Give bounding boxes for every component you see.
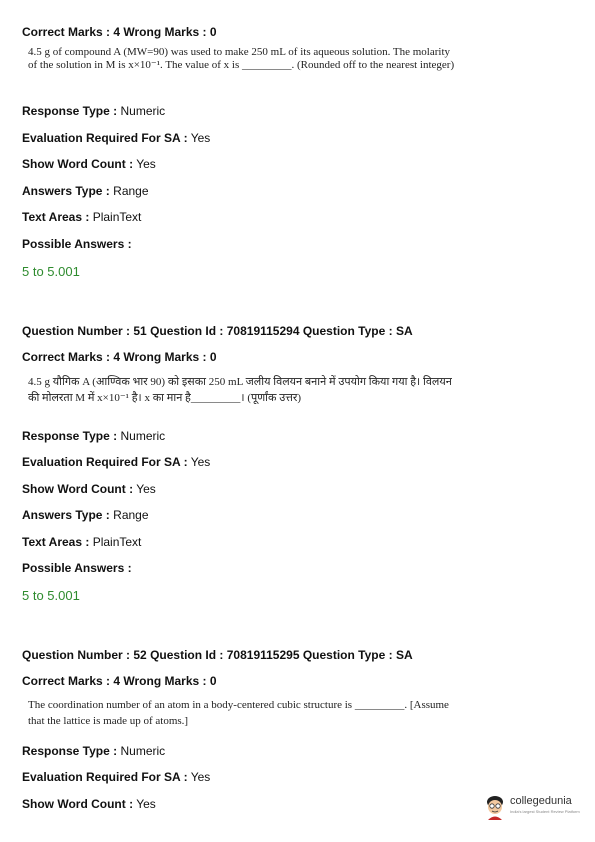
mascot-icon xyxy=(482,792,508,820)
word-count-line: Show Word Count : Yes xyxy=(22,482,156,496)
evaluation-line: Evaluation Required For SA : Yes xyxy=(22,455,211,469)
possible-answers-label: Possible Answers : xyxy=(22,237,132,251)
possible-answer: 5 to 5.001 xyxy=(22,264,80,279)
text-areas-line: Text Areas : PlainText xyxy=(22,535,142,549)
word-count-line: Show Word Count : Yes xyxy=(22,797,156,811)
response-type-line: Response Type : Numeric xyxy=(22,429,166,443)
answers-type-line: Answers Type : Range xyxy=(22,184,149,198)
brand-tagline: India's largest Student Review Platform xyxy=(510,809,580,814)
brand-name: collegedunia xyxy=(510,795,572,807)
marks-line: Correct Marks : 4 Wrong Marks : 0 xyxy=(22,25,217,39)
collegedunia-logo xyxy=(482,792,586,820)
marks-line: Correct Marks : 4 Wrong Marks : 0 xyxy=(22,674,217,688)
evaluation-line: Evaluation Required For SA : Yes xyxy=(22,131,211,145)
evaluation-line: Evaluation Required For SA : Yes xyxy=(22,770,211,784)
question-text: 4.5 g of compound A (MW=90) was used to make 250 mL of its aqueous solution. The molarity of the solution in M is x×10⁻¹. The value of x is _________. (Rounded off to the nearest integer) xyxy=(28,46,455,71)
question-text: 4.5 g यौगिक A (आण्विक भार 90) को इसका 250 mL जलीय विलयन बनाने में उपयोग किया गया है। विलयन की मोलरता M में x×10⁻¹ है। x का मान है_________। (पूर्णांक उत्तर) xyxy=(28,376,452,404)
response-type-line: Response Type : Numeric xyxy=(22,744,166,758)
question-header: Question Number : 52 Question Id : 70819115295 Question Type : SA xyxy=(22,648,413,662)
response-type-line: Response Type : Numeric xyxy=(22,104,166,118)
marks-line: Correct Marks : 4 Wrong Marks : 0 xyxy=(22,350,217,364)
word-count-line: Show Word Count : Yes xyxy=(22,157,156,171)
question-text: The coordination number of an atom in a body-centered cubic structure is _________. [Assume that the lattice is made up of atoms.] xyxy=(28,699,449,727)
answers-type-line: Answers Type : Range xyxy=(22,508,149,522)
possible-answers-label: Possible Answers : xyxy=(22,561,132,575)
text-areas-line: Text Areas : PlainText xyxy=(22,210,142,224)
question-header: Question Number : 51 Question Id : 70819115294 Question Type : SA xyxy=(22,324,413,338)
possible-answer: 5 to 5.001 xyxy=(22,588,80,603)
